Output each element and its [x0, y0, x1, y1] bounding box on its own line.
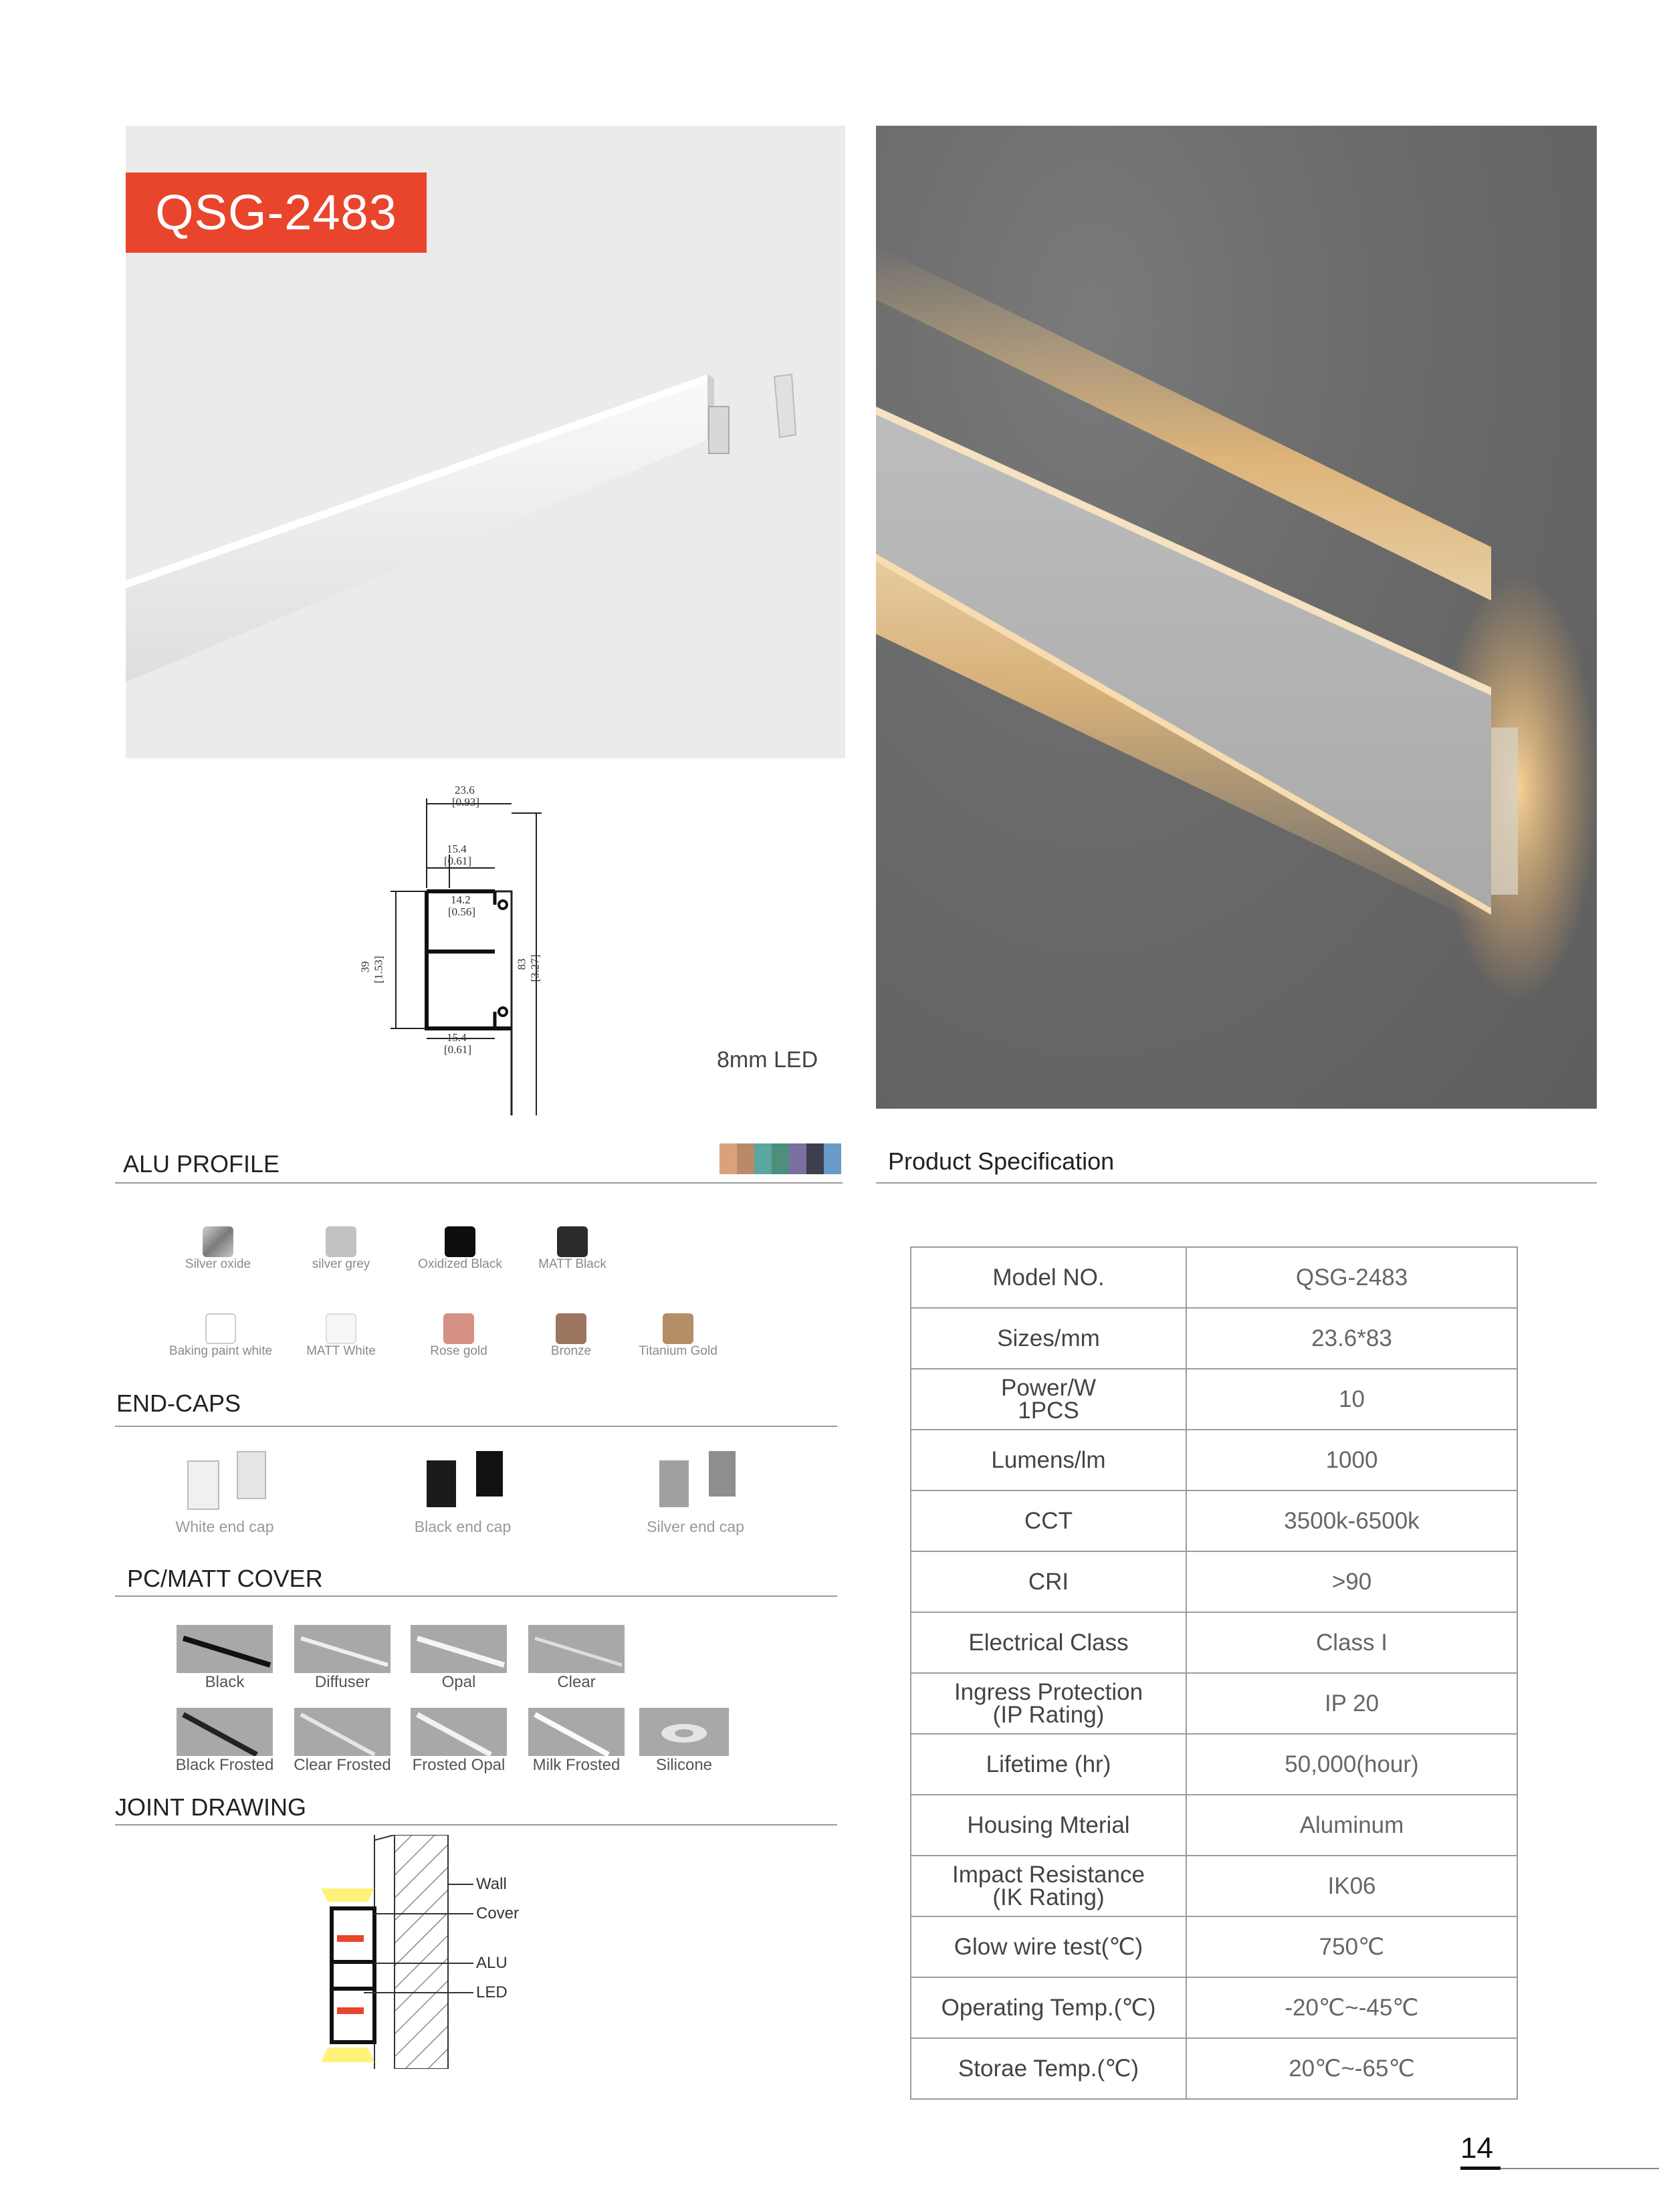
swatch-chip	[445, 1226, 475, 1257]
cover-black-frosted[interactable]	[177, 1708, 292, 1775]
dim-slot-width-in: [0.56]	[448, 905, 476, 918]
cover-label: Diffuser	[314, 1673, 370, 1691]
end-cap-label: Silver end cap	[647, 1518, 744, 1535]
swatch-label: Bronze	[550, 1344, 592, 1358]
dim-total-width: 23.6	[455, 784, 475, 796]
cover-clear[interactable]	[528, 1625, 643, 1692]
cover-label: Milk Frosted	[532, 1756, 621, 1774]
spec-table	[910, 1246, 1518, 2100]
swatch-label: silver grey	[312, 1257, 370, 1271]
end-cap-icon	[396, 1451, 530, 1518]
dim-bottom-width: 15.4	[447, 1031, 467, 1044]
spec-key	[911, 1612, 1186, 1673]
joint-label-wall: Wall	[476, 1875, 507, 1893]
swatch-chip	[203, 1226, 233, 1257]
cover-tile	[639, 1708, 729, 1756]
alu-swatch-baking-paint-white[interactable]	[154, 1313, 288, 1359]
spec-key-line: Impact Resistance	[952, 1861, 1145, 1888]
spec-key-line: Storae Temp.(℃)	[958, 2055, 1139, 2082]
spec-row	[911, 1916, 1517, 1977]
cover-label: Opal	[441, 1673, 476, 1691]
spec-value: 50,000(hour)	[1186, 1734, 1517, 1795]
spec-value: 20℃~-65℃	[1186, 2038, 1517, 2099]
joint-label-cover: Cover	[476, 1904, 520, 1922]
cover-label: Clear Frosted	[294, 1756, 391, 1774]
spec-key-line: 1PCS	[1018, 1397, 1079, 1424]
palette-color-1	[737, 1143, 754, 1174]
cover-tile	[177, 1708, 273, 1756]
swatch-chip	[663, 1313, 693, 1344]
section-divider	[115, 1426, 837, 1427]
end-cap-black[interactable]	[396, 1451, 530, 1536]
swatch-label: MATT Black	[538, 1257, 606, 1271]
spec-value: -20℃~-45℃	[1186, 1977, 1517, 2038]
joint-drawing-illustration	[321, 1835, 508, 2069]
swatch-label: Baking paint white	[169, 1344, 273, 1358]
dim-total-height: 83	[515, 958, 528, 970]
end-cap-white[interactable]	[158, 1451, 292, 1536]
cover-tile	[528, 1625, 625, 1673]
cover-label: Silicone	[655, 1756, 713, 1774]
spec-row	[911, 1977, 1517, 2038]
palette-color-0	[720, 1143, 737, 1174]
spec-row	[911, 1430, 1517, 1490]
swatch-chip	[326, 1313, 356, 1344]
cover-black[interactable]	[177, 1625, 292, 1692]
spec-value: 750℃	[1186, 1916, 1517, 1977]
spec-key	[911, 1369, 1186, 1430]
spec-row	[911, 1247, 1517, 1308]
swatch-label: MATT White	[306, 1344, 376, 1358]
palette-color-2	[754, 1143, 772, 1174]
alu-swatch-titanium-gold[interactable]	[611, 1313, 745, 1359]
installed-lighting-photo	[876, 126, 1597, 1109]
section-divider	[876, 1182, 1597, 1184]
spec-row	[911, 1856, 1517, 1916]
spec-row	[911, 1734, 1517, 1795]
spec-row	[911, 1612, 1517, 1673]
spec-key	[911, 1916, 1186, 1977]
section-divider	[115, 1182, 843, 1184]
spec-value: 3500k-6500k	[1186, 1490, 1517, 1551]
cross-section-svg	[358, 781, 562, 1115]
spec-title: Product Specification	[888, 1147, 1115, 1175]
spec-value: 1000	[1186, 1430, 1517, 1490]
cover-title: PC/MATT COVER	[127, 1565, 323, 1592]
joint-drawing-svg	[321, 1835, 508, 2069]
spec-key	[911, 1430, 1186, 1490]
cover-tile	[294, 1708, 391, 1756]
alu-swatch-matt-white[interactable]	[274, 1313, 408, 1359]
end-caps-title: END-CAPS	[116, 1390, 241, 1417]
end-cap-icon	[158, 1451, 292, 1518]
joint-label-led: LED	[476, 1983, 508, 2001]
spec-key	[911, 1673, 1186, 1734]
dim-total-height-in: [3.27]	[528, 954, 542, 982]
dim-inner-height: 39	[358, 961, 372, 973]
cover-label: Frosted Opal	[412, 1756, 506, 1774]
end-cap-label: White end cap	[175, 1518, 274, 1535]
cover-silicone[interactable]	[639, 1708, 751, 1775]
page-number-underline	[1460, 2167, 1501, 2170]
alu-swatch-silver-grey[interactable]	[274, 1226, 408, 1272]
spec-key	[911, 1795, 1186, 1856]
spec-value: IP 20	[1186, 1673, 1517, 1734]
end-cap-icon	[629, 1451, 762, 1518]
spec-key	[911, 1490, 1186, 1551]
cover-label: Clear	[557, 1673, 596, 1691]
palette-color-5	[806, 1143, 824, 1174]
cover-tile	[177, 1625, 273, 1673]
palette-color-6	[824, 1143, 841, 1174]
lit-profile-illustration	[876, 126, 1597, 1109]
palette-color-3	[772, 1143, 789, 1174]
swatch-chip	[556, 1313, 586, 1344]
cover-frosted-opal[interactable]	[411, 1708, 526, 1775]
cover-opal[interactable]	[411, 1625, 526, 1692]
swatch-chip	[326, 1226, 356, 1257]
spec-value: QSG-2483	[1186, 1247, 1517, 1308]
spec-key-line: Model NO.	[992, 1264, 1105, 1291]
spec-key	[911, 1551, 1186, 1612]
model-badge: QSG-2483	[126, 173, 427, 253]
joint-drawing-title: JOINT DRAWING	[115, 1793, 306, 1821]
dim-inner-width: 15.4	[447, 843, 467, 855]
dim-total-width-in: [0.93]	[452, 796, 480, 808]
page-number: 14	[1460, 2132, 1493, 2165]
spec-key	[911, 2038, 1186, 2099]
spec-key-line: Operating Temp.(℃)	[941, 1994, 1156, 2021]
color-palette-strip	[720, 1143, 841, 1174]
spec-value: 23.6*83	[1186, 1308, 1517, 1369]
palette-color-4	[789, 1143, 806, 1174]
spec-value: 10	[1186, 1369, 1517, 1430]
spec-key	[911, 1856, 1186, 1916]
cover-label: Black	[205, 1673, 245, 1691]
spec-value: Class I	[1186, 1612, 1517, 1673]
cover-tile	[411, 1625, 507, 1673]
swatch-label: Silver oxide	[185, 1257, 251, 1271]
spec-key-line: Sizes/mm	[997, 1325, 1100, 1351]
spec-row	[911, 2038, 1517, 2099]
spec-key-line: Lifetime (hr)	[986, 1751, 1111, 1777]
spec-row	[911, 1551, 1517, 1612]
spec-key-line: Lumens/lm	[991, 1446, 1106, 1473]
spec-row	[911, 1795, 1517, 1856]
swatch-chip	[557, 1226, 588, 1257]
spec-value: IK06	[1186, 1856, 1517, 1916]
spec-key-line: Glow wire test(℃)	[954, 1933, 1143, 1960]
spec-key	[911, 1734, 1186, 1795]
spec-key	[911, 1247, 1186, 1308]
spec-key-line: (IP Rating)	[992, 1701, 1105, 1728]
alu-profile-title: ALU PROFILE	[123, 1150, 280, 1178]
dim-slot-width: 14.2	[451, 893, 471, 906]
spec-key-line: Electrical Class	[968, 1629, 1129, 1656]
cover-tile	[528, 1708, 625, 1756]
cover-label: Black Frosted	[175, 1756, 274, 1774]
swatch-chip	[443, 1313, 474, 1344]
spec-row	[911, 1673, 1517, 1734]
cover-tile	[411, 1708, 507, 1756]
spec-key-line: Ingress Protection	[954, 1678, 1143, 1705]
profile-dimension-drawing	[358, 781, 562, 1115]
alu-swatch-silver-oxide[interactable]	[151, 1226, 285, 1272]
spec-key	[911, 1308, 1186, 1369]
spec-key-line: Power/W	[1001, 1374, 1096, 1401]
spec-value: Aluminum	[1186, 1795, 1517, 1856]
section-divider	[115, 1595, 837, 1597]
swatch-chip	[205, 1313, 236, 1344]
alu-swatch-matt-black[interactable]	[506, 1226, 639, 1272]
end-cap-silver[interactable]	[629, 1451, 762, 1536]
spec-key-line: Housing Mterial	[967, 1811, 1130, 1838]
swatch-label: Rose gold	[430, 1344, 487, 1358]
spec-key-line: (IK Rating)	[992, 1884, 1105, 1910]
section-divider	[115, 1824, 837, 1826]
spec-row	[911, 1308, 1517, 1369]
spec-row	[911, 1490, 1517, 1551]
dim-inner-height-in: [1.53]	[372, 956, 385, 984]
spec-key-line: CRI	[1028, 1568, 1069, 1595]
spec-row	[911, 1369, 1517, 1430]
spec-key-line: CCT	[1024, 1507, 1073, 1534]
dim-inner-width-in: [0.61]	[444, 855, 472, 867]
cover-tile	[294, 1625, 391, 1673]
spec-value: >90	[1186, 1551, 1517, 1612]
swatch-label: Oxidized Black	[418, 1257, 502, 1271]
spec-key	[911, 1977, 1186, 2038]
end-cap-label: Black end cap	[414, 1518, 512, 1535]
joint-label-alu: ALU	[476, 1954, 508, 1972]
led-width-note: 8mm LED	[717, 1047, 818, 1073]
page-number-rule	[1501, 2168, 1659, 2169]
swatch-label: Titanium Gold	[639, 1344, 717, 1358]
dim-bottom-width-in: [0.61]	[444, 1043, 472, 1056]
